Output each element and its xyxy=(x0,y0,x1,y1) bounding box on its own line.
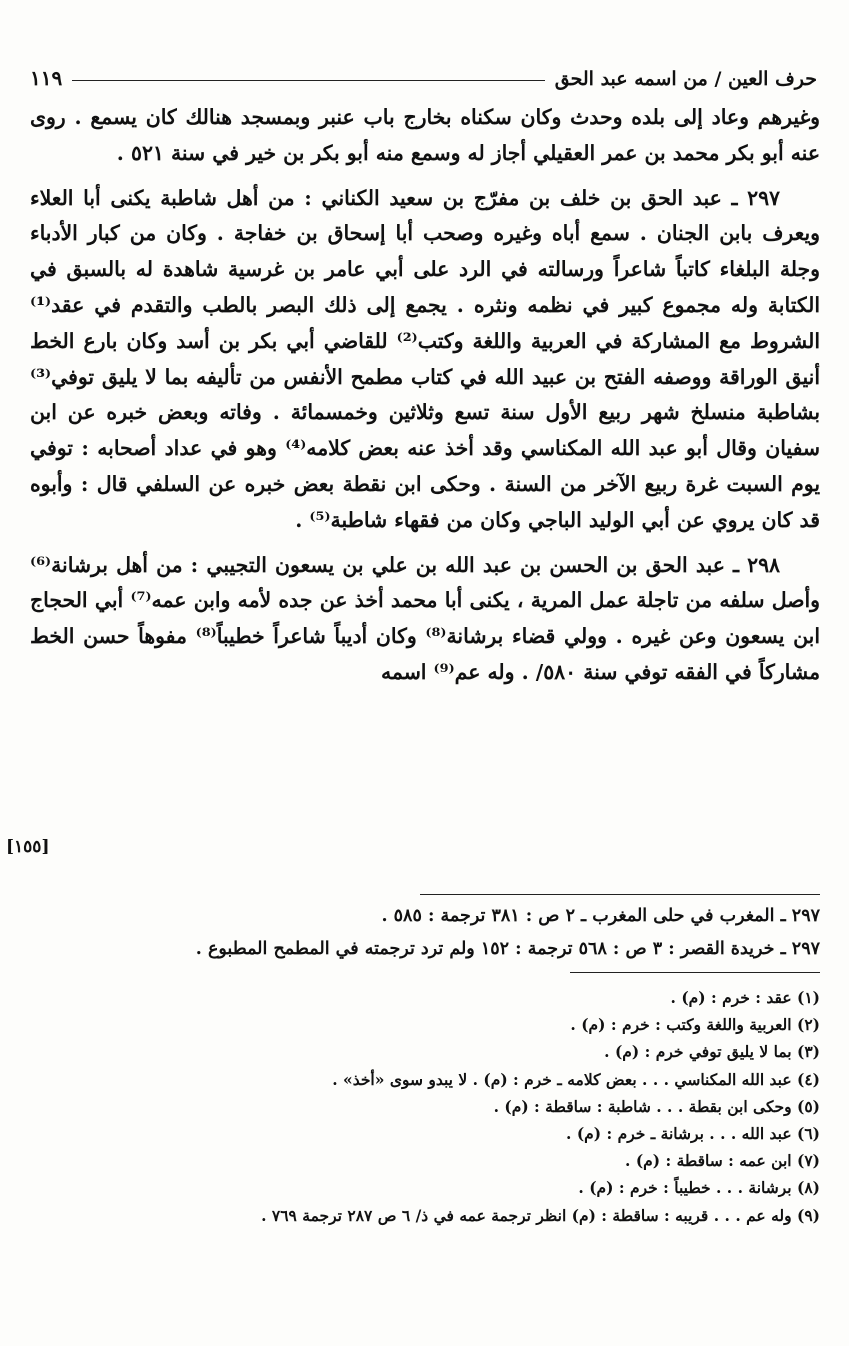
source-item: ٢٩٧ ـ خريدة القصر : ٣ ص : ٥٦٨ ترجمة : ١٥٢ ولم ترد ترجمته في المطمح المطبوع . xyxy=(195,939,820,959)
footnote: (٢) العربية واللغة وكتب : خرم : (م) . xyxy=(570,1015,820,1035)
footnote: (٨) برشانة . . . خطيباً : خرم : (م) . xyxy=(578,1178,820,1198)
footnote: (٧) ابن عمه : ساقطة : (م) . xyxy=(625,1151,820,1171)
footnote: (٥) وحكى ابن بقطة . . . شاطبة : ساقطة : (م) . xyxy=(493,1096,820,1116)
continued-paragraph: وغيرهم وعاد إلى بلده وحدث وكان سكناه بخارج باب عنبر وبمسجد هنالك كان يسمع . روى عنه أبو بكر محمد بن عمر العقيلي أجاز له وسمع منه أبو بكر بن خير في سنة ٥٢١ . xyxy=(30,105,820,165)
footnote: (٩) وله عم . . . قريبه : ساقطة : (م) انظر ترجمة عمه في ذ/ ٦ ص ٢٨٧ ترجمة ٧٦٩ . xyxy=(261,1205,820,1225)
footnote: (٦) عبد الله . . . برشانة ـ خرم : (م) . xyxy=(566,1124,820,1144)
page-number: ١١٩ xyxy=(30,66,63,90)
footnote: (٣) بما لا يليق توفي خرم : (م) . xyxy=(604,1042,820,1062)
footnote: (١) عقد : خرم : (م) . xyxy=(670,988,820,1007)
footnote: (٤) عبد الله المكناسي . . . بعض كلامه ـ خرم : (م) . لا يبدو سوى «أخذ» . xyxy=(332,1069,820,1089)
sources-list xyxy=(30,900,820,966)
header-title: حرف العين / من اسمه عبد الحق xyxy=(554,68,817,90)
running-header xyxy=(30,54,817,90)
entry-298: ٢٩٨ ـ عبد الحق بن الحسن بن عبد الله بن علي بن يسعون التجيبي : من أهل برشانة⁽⁶⁾ وأصل سلفه من تاجلة عمل المرية ، يكنى أبا محمد أخذ عن جده لأمه وابن عمه⁽⁷⁾ أبي الحجاج ابن يسعون وعن غيره . وولي قضاء برشانة⁽⁸⁾ وكان أديباً شاعراً خطيباً⁽⁸⁾ مفوهاً حسن الخط مشاركاً في الفقه توفي سنة ٥٨٠/ . وله عم⁽⁹⁾ اسمه xyxy=(30,552,821,684)
margin-marker: [١٥٥] xyxy=(6,837,50,857)
source-item: ٢٩٧ ـ المغرب في حلى المغرب ـ ٢ ص : ٣٨١ ترجمة : ٥٨٥ . xyxy=(381,906,820,926)
entry-297: ٢٩٧ ـ عبد الحق بن خلف بن مفرّج بن سعيد الكناني : من أهل شاطبة يكنى أبا العلاء ويعرف بابن الجنان . سمع أباه وغيره وصحب أبا إسحاق بن خفاجة . وكان من كبار الأدباء وجلة البلغاء كاتباً شاعراً ورسالته في الرد على أبي عامر بن غرسية شاهدة له بالسبق في الكتابة وله مجموع كبير في نظمه ونثره . يجمع إلى ذلك البصر بالطب والتقدم في عقد⁽¹⁾ الشروط مع المشاركة في العربية واللغة وكتب⁽²⁾ للقاضي أبي بكر بن أسد وكان بارع الخط أنيق الوراقة ووصفه الفتح بن عبيد الله في كتاب مطمح الأنفس من تأليفه بما لا يليق توفي⁽³⁾ بشاطبة منسلخ شهر ربيع الأول سنة تسع وثلاثين وخمسمائة . وفاته وبعض خبره عن ابن سفيان وقال أبو عبد الله المكناسي وقد أخذ عنه بعض كلامه⁽⁴⁾ وهو في عداد أصحابه : توفي يوم السبت غرة ربيع الآخر من السنة . وحكى ابن نقطة بعض خبره عن السلفي قال : وأبوه قد كان يروي عن أبي الوليد الباجي وكان من فقهاء شاطبة⁽⁵⁾ . xyxy=(30,185,820,532)
footnotes-list xyxy=(30,984,820,1229)
footnotes-divider xyxy=(570,972,820,973)
sources-divider xyxy=(420,894,820,895)
main-text xyxy=(30,100,820,691)
header-rule xyxy=(72,80,545,81)
